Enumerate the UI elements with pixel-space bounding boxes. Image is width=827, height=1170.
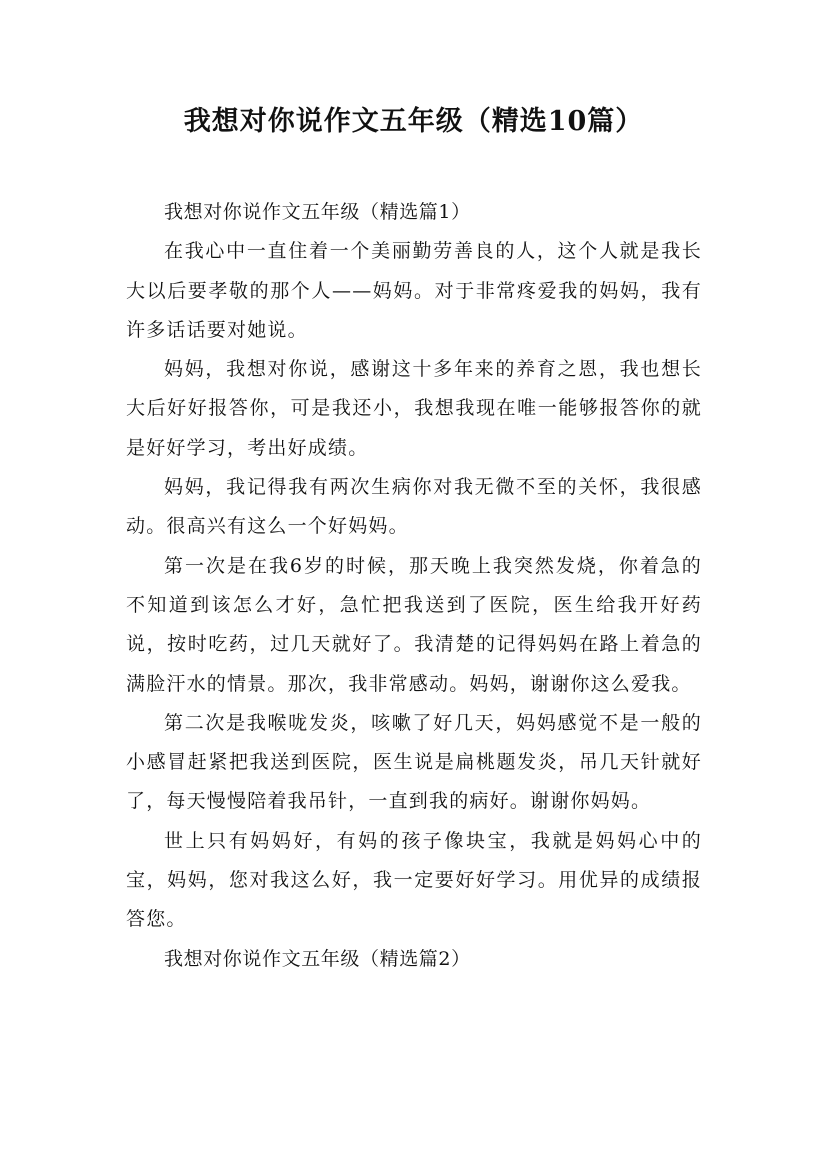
paragraph: 在我心中一直住着一个美丽勤劳善良的人，这个人就是我长大以后要孝敬的那个人——妈妈。对于非常疼爱我的妈妈，我有许多话话要对她说。 — [126, 240, 702, 341]
paragraph: 妈妈，我想对你说，感谢这十多年来的养育之恩，我也想长大后好好报答你，可是我还小，我想我现在唯一能够报答你的就是好好学习，考出好成绩。 — [126, 358, 702, 459]
paragraph: 世上只有妈妈好，有妈的孩子像块宝，我就是妈妈心中的宝，妈妈，您对我这么好，我一定要好好学习。用优异的成绩报答您。 — [126, 829, 702, 931]
section-heading-2: 我想对你说作文五年级（精选篇2） — [164, 947, 471, 970]
section-heading-1: 我想对你说作文五年级（精选篇1） — [164, 201, 471, 223]
document-body — [126, 193, 702, 979]
paragraph: 第二次是我喉咙发炎，咳嗽了好几天，妈妈感觉不是一般的小感冒赶紧把我送到医院，医生说是扁桃题发炎，吊几天针就好了，每天慢慢陪着我吊针，一直到我的病好。谢谢你妈妈。 — [126, 711, 702, 813]
document-title: 我想对你说作文五年级（精选10篇） — [183, 106, 644, 137]
paragraph: 妈妈，我记得我有两次生病你对我无微不至的关怀，我很感动。很高兴有这么一个好妈妈。 — [126, 476, 702, 538]
paragraph: 第一次是在我6岁的时候，那天晚上我突然发烧，你着急的不知道到该怎么才好，急忙把我送到了医院，医生给我开好药说，按时吃药，过几天就好了。我清楚的记得妈妈在路上着急的满脸汗水的情景。那次，我非常感动。妈妈，谢谢你这么爱我。 — [126, 554, 702, 695]
